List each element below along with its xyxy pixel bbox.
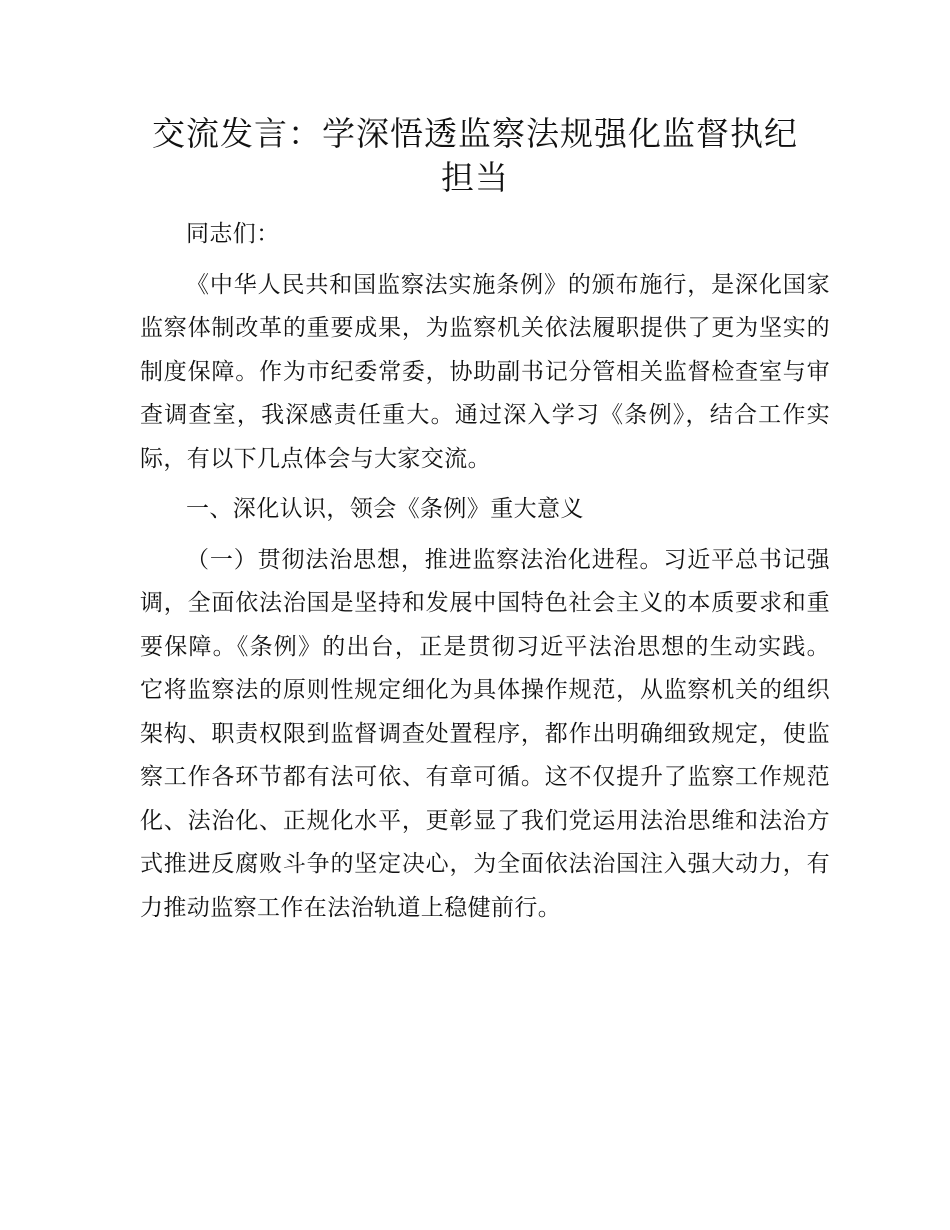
paragraph-spacer xyxy=(140,481,830,488)
salutation: 同志们： xyxy=(186,221,280,247)
paragraph-spacer xyxy=(140,257,830,264)
intro-paragraph: 《中华人民共和国监察法实施条例》的颁布施行，是深化国家监察体制改革的重要成果，为监察机关依法履职提供了更为坚实的制度保障。作为市纪委常委，协助副书记分管相关监督检查室与审查调查室，我深感责任重大。通过深入学习《条例》，结合工作实际，有以下几点体会与大家交流。 xyxy=(140,271,830,472)
document-body xyxy=(140,213,830,930)
paragraph-spacer xyxy=(140,532,830,539)
document-title: 交流发言：学深悟透监察法规强化监督执纪担当 xyxy=(152,114,798,197)
subsection-paragraph: （一）贯彻法治思想，推进监察法治化进程。习近平总书记强调，全面依法治国是坚持和发展中国特色社会主义的本质要求和重要保障。《条例》的出台，正是贯彻习近平法治思想的生动实践。它将监察法的原则性规定细化为具体操作规范，从监察机关的组织架构、职责权限到监督调查处置程序，都作出明确细致规定，使监察工作各环节都有法可依、有章可循。这不仅提升了监察工作规范化、法治化、正规化水平，更彰显了我们党运用法治思维和法治方式推进反腐败斗争的坚定决心，为全面依法治国注入强大动力，有力推动监察工作在法治轨道上稳健前行。 xyxy=(140,546,830,921)
section-heading: 一、深化认识，领会《条例》重大意义 xyxy=(186,496,584,522)
